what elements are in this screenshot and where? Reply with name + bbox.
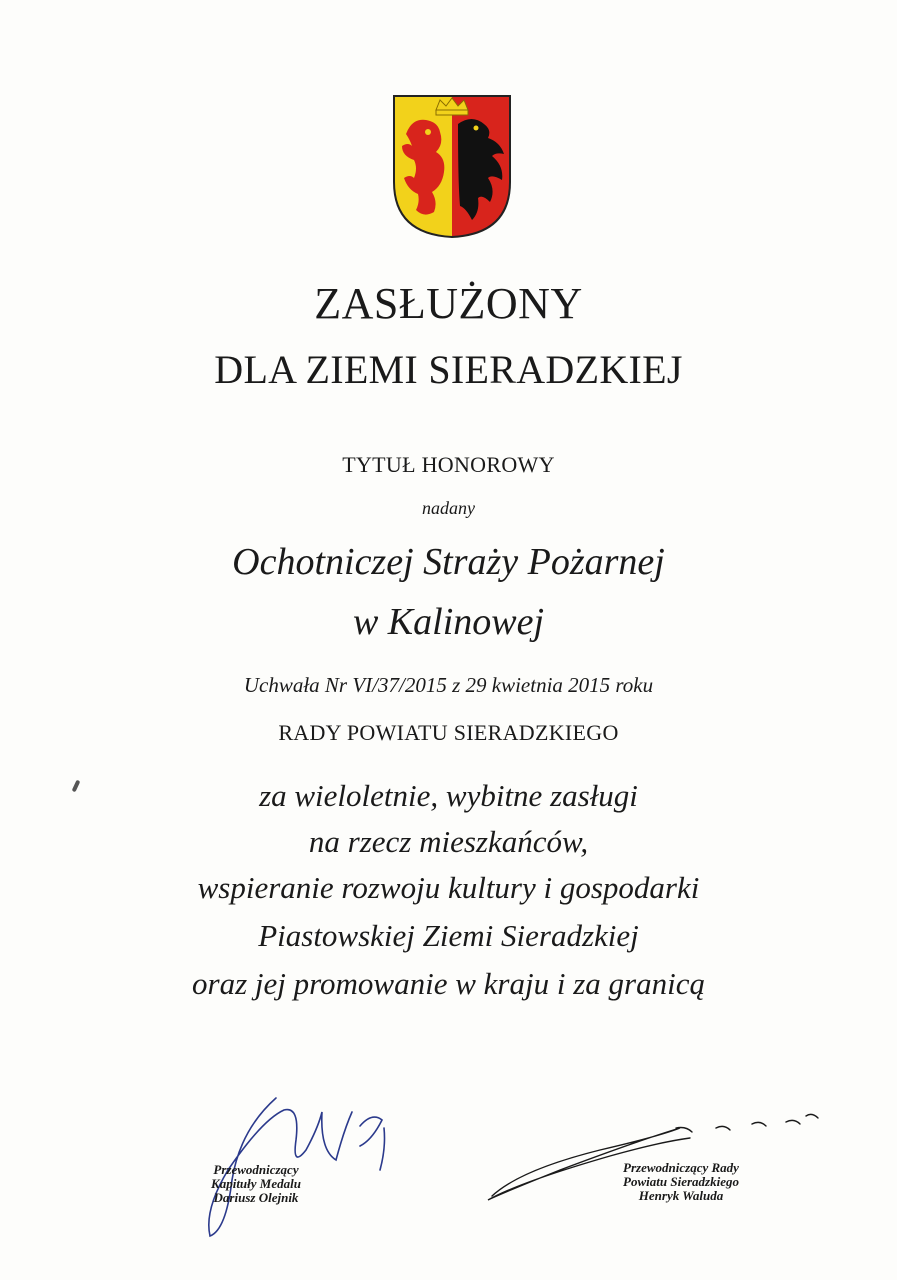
recipient-line-1: Ochotniczej Straży Pożarnej [232, 541, 665, 583]
left-signer-role-1: Przewodniczący [213, 1162, 299, 1177]
right-signer-role-2: Powiatu Sieradzkiego [623, 1174, 739, 1189]
merit-line: wspieranie rozwoju kultury i gospodarki [197, 870, 700, 905]
heading-line-1: ZASŁUŻONY [314, 279, 583, 328]
merit-line: na rzecz mieszkańców, [308, 824, 589, 859]
right-signature-block [596, 1161, 766, 1203]
recipient-line-2: w Kalinowej [352, 601, 545, 643]
right-signer-name: Henryk Waluda [638, 1188, 724, 1203]
left-signer-name: Dariusz Olejnik [213, 1190, 299, 1205]
heading-line-2: DLA ZIEMI SIERADZKIEJ [214, 347, 683, 392]
right-signer-role-1: Przewodniczący Rady [623, 1160, 739, 1175]
left-signature-block [186, 1163, 326, 1205]
left-signer-role-2: Kapituły Medalu [211, 1176, 301, 1191]
council-name: RADY POWIATU SIERADZKIEGO [278, 720, 619, 745]
merit-line: oraz jej promowanie w kraju i za granicą [192, 966, 705, 1001]
resolution-text: Uchwała Nr VI/37/2015 z 29 kwietnia 2015 roku [243, 673, 654, 697]
title-label: TYTUŁ HONOROWY [342, 452, 555, 477]
coat-of-arms-emblem [392, 94, 512, 239]
merit-line: Piastowskiej Ziemi Sieradzkiej [258, 918, 639, 953]
granted-label: nadany [422, 498, 475, 518]
merit-line: za wieloletnie, wybitne zasługi [259, 778, 638, 813]
